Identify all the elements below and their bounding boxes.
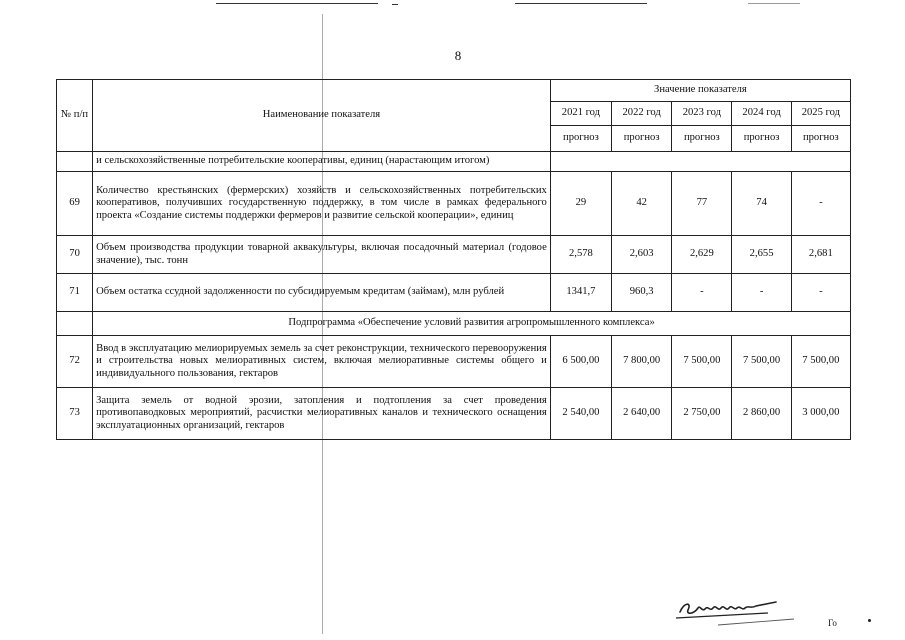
header-forecast: прогноз	[732, 126, 791, 152]
page-number: 8	[454, 48, 462, 63]
row-num	[57, 312, 93, 336]
row-name: Объем производства продукции товарной аквакультуры, включая посадочный материал (годовое значение), тыс. тонн	[93, 236, 551, 274]
table-row	[57, 172, 851, 236]
scan-artifact-line	[216, 3, 378, 4]
row-num: 69	[57, 172, 93, 236]
row-value: 77	[672, 172, 732, 236]
header-forecast: прогноз	[672, 126, 732, 152]
header-forecast: прогноз	[550, 126, 611, 152]
row-value: 7 500,00	[672, 336, 732, 388]
row-name: Количество крестьянских (фермерских) хозяйств и сельскохозяйственных потребительских кооперативов, получивших государственную поддержку, в том числе в рамках федерального проекта «Создание системы поддержки фермеров и развитие сельской кооперации», единиц	[93, 172, 551, 236]
row-value: 7 500,00	[732, 336, 791, 388]
row-value: -	[791, 274, 850, 312]
indicators-table	[56, 79, 851, 440]
row-value: 1341,7	[550, 274, 611, 312]
row-value: 6 500,00	[550, 336, 611, 388]
header-name: Наименование показателя	[93, 80, 551, 152]
header-forecast: прогноз	[612, 126, 672, 152]
row-num: 71	[57, 274, 93, 312]
row-value: 2,681	[791, 236, 850, 274]
header-num: № п/п	[57, 80, 93, 152]
header-year: 2023 год	[672, 102, 732, 126]
row-value: 74	[732, 172, 791, 236]
row-value: 2,603	[612, 236, 672, 274]
table-row	[57, 152, 851, 172]
scan-artifact-line	[748, 3, 800, 4]
row-name: Ввод в эксплуатацию мелиорируемых земель за счет реконструкции, технического перевооружения и строительства новых мелиоративных систем, включая мелиоративные системы общего и индивидуального пользования, гектаров	[93, 336, 551, 388]
corner-dot	[868, 619, 871, 622]
row-value: 7 800,00	[612, 336, 672, 388]
row-value: 2 750,00	[672, 388, 732, 440]
table-header-row	[57, 80, 851, 102]
row-value: 2 540,00	[550, 388, 611, 440]
header-value-group: Значение показателя	[550, 80, 850, 102]
header-year: 2024 год	[732, 102, 791, 126]
row-value: 2 860,00	[732, 388, 791, 440]
row-value: -	[732, 274, 791, 312]
row-name: Защита земель от водной эрозии, затопления и подтопления за счет проведения противопаводковых мероприятий, расчистки мелиоративных каналов и технического оснащения эксплуатационных организаций, гектаров	[93, 388, 551, 440]
row-value: 3 000,00	[791, 388, 850, 440]
table-row	[57, 236, 851, 274]
row-num: 70	[57, 236, 93, 274]
row-value: 2 640,00	[612, 388, 672, 440]
row-value: -	[672, 274, 732, 312]
row-num: 73	[57, 388, 93, 440]
row-value: 960,3	[612, 274, 672, 312]
header-year: 2025 год	[791, 102, 850, 126]
subprogram-title: Подпрограмма «Обеспечение условий развития агропромышленного комплекса»	[93, 312, 851, 336]
scan-artifact-line	[515, 3, 647, 4]
header-forecast: прогноз	[791, 126, 850, 152]
row-num: 72	[57, 336, 93, 388]
scan-artifact-line	[392, 4, 398, 5]
empty-cell	[550, 152, 850, 172]
row-num	[57, 152, 93, 172]
row-value: 29	[550, 172, 611, 236]
handwritten-signature	[672, 588, 802, 628]
header-year: 2021 год	[550, 102, 611, 126]
subprogram-row	[57, 312, 851, 336]
table-row	[57, 388, 851, 440]
row-value: 2,578	[550, 236, 611, 274]
row-value: -	[791, 172, 850, 236]
continuation-text: и сельскохозяйственные потребительские кооперативы, единиц (нарастающим итогом)	[93, 152, 551, 172]
corner-mark: Го	[828, 618, 837, 628]
table-row	[57, 336, 851, 388]
row-value: 7 500,00	[791, 336, 850, 388]
row-value: 2,655	[732, 236, 791, 274]
row-value: 2,629	[672, 236, 732, 274]
header-year: 2022 год	[612, 102, 672, 126]
row-name: Объем остатка ссудной задолженности по субсидируемым кредитам (займам), млн рублей	[93, 274, 551, 312]
row-value: 42	[612, 172, 672, 236]
table-row	[57, 274, 851, 312]
